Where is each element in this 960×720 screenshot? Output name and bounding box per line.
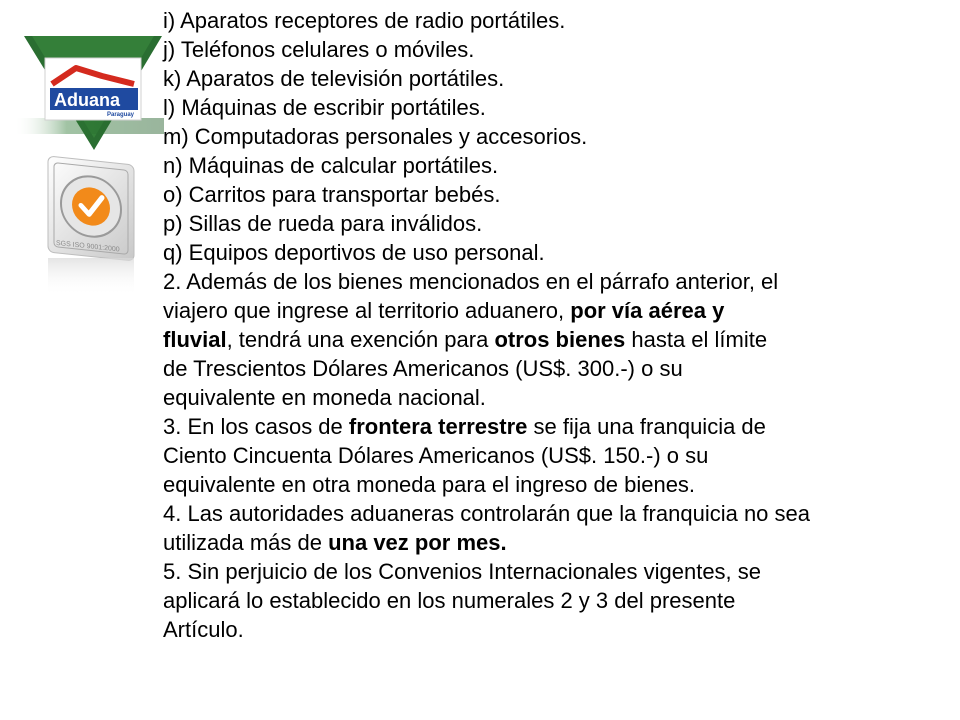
paragraph-2 [163,267,953,412]
aduana-logo [14,30,164,300]
paragraph-5-line-1: 5. Sin perjuicio de los Convenios Internacionales vigentes, se [163,559,762,584]
list-item-k: k) Aparatos de televisión portátiles. [163,66,505,91]
emphasis-once-per-month: una vez por mes. [328,530,507,555]
paragraph-3 [163,412,953,499]
paragraph-4-line-1: 4. Las autoridades aduaneras controlarán que la franquicia no sea [163,501,811,526]
emphasis-other-goods: otros bienes [494,327,626,352]
paragraph-2-line-1: 2. Además de los bienes mencionados en el párrafo anterior, el [163,269,779,294]
list-item-n: n) Máquinas de calcular portátiles. [163,153,499,178]
paragraph-3-line-1: 3. En los casos de frontera terrestre se fija una franquicia de [163,414,766,439]
emphasis-air-river: por vía aérea y [570,298,725,323]
seal-text: SGS ISO 9001:2000 [56,239,120,254]
list-item-p: p) Sillas de rueda para inválidos. [163,211,483,236]
emphasis-fluvial: fluvial [163,327,227,352]
paragraph-3-line-2: Ciento Cincuenta Dólares Americanos (US$. 150.-) o su [163,443,709,468]
paragraph-2-line-5: equivalente en moneda nacional. [163,385,486,410]
paragraph-2-line-3: fluvial, tendrá una exención para otros bienes hasta el límite [163,327,768,352]
logo-brand-text: Aduana [54,90,121,110]
paragraph-5-line-3: Artículo. [163,617,244,642]
paragraph-3-line-3: equivalente en otra moneda para el ingreso de bienes. [163,472,696,497]
paragraph-5-line-2: aplicará lo establecido en los numerales 2 y 3 del presente [163,588,736,613]
emphasis-land-border: frontera terrestre [348,414,528,439]
document-body [163,6,953,644]
list-item-q: q) Equipos deportivos de uso personal. [163,240,545,265]
paragraph-4-line-2: utilizada más de una vez por mes. [163,530,507,555]
aduana-logo-graphic [14,30,164,300]
list-item-o: o) Carritos para transportar bebés. [163,182,501,207]
paragraph-2-line-4: de Trescientos Dólares Americanos (US$. 300.-) o su [163,356,683,381]
logo-country-text: Paraguay [107,112,135,118]
list-item-j: j) Teléfonos celulares o móviles. [163,37,475,62]
paragraph-2-line-2: viajero que ingrese al territorio aduanero, por vía aérea y [163,298,725,323]
list-item-l: l) Máquinas de escribir portátiles. [163,95,486,120]
paragraph-4 [163,499,953,557]
paragraph-5 [163,557,953,644]
list-item-m: m) Computadoras personales y accesorios. [163,124,588,149]
list-item-i: i) Aparatos receptores de radio portátiles. [163,8,566,33]
